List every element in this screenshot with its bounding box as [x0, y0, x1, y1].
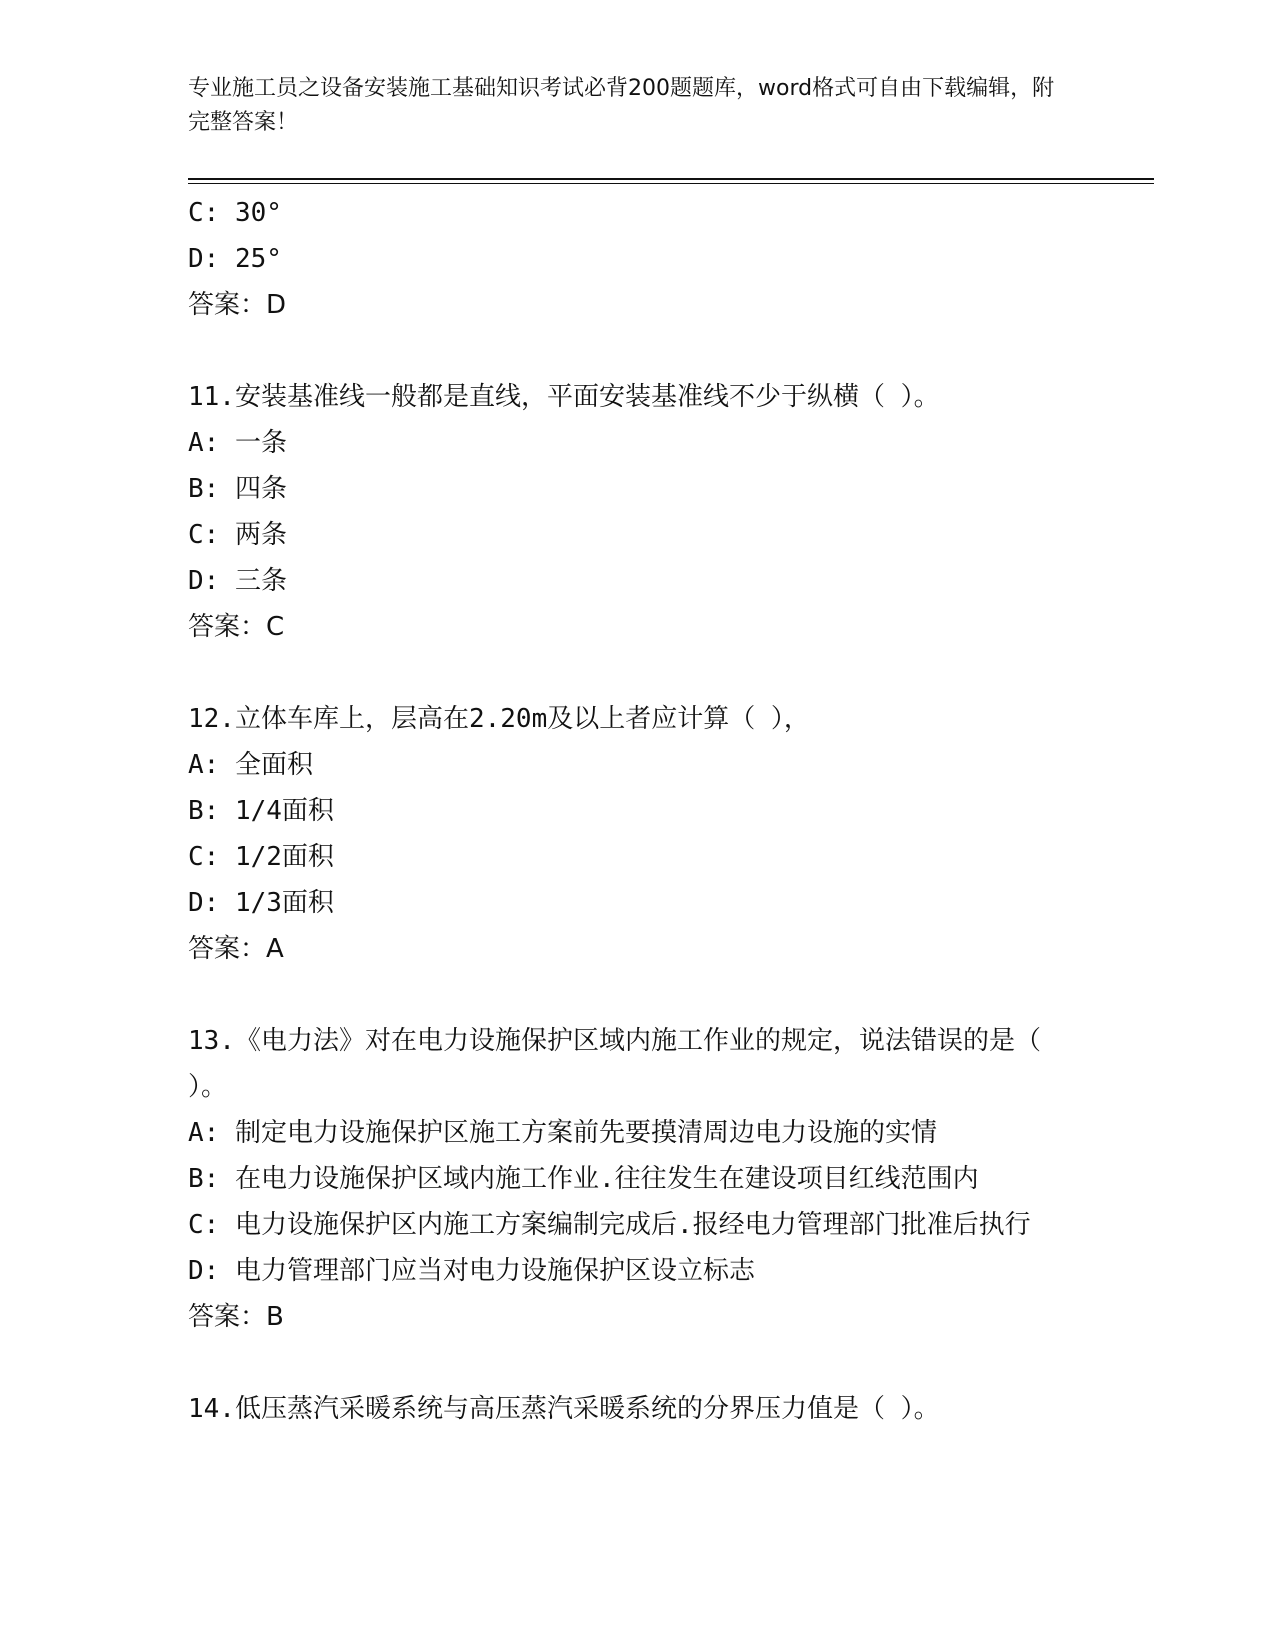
answer-line: 答案：A: [188, 934, 284, 964]
question-block: [188, 696, 1088, 972]
option-b: B: 四条: [188, 474, 287, 504]
option-c: C: 两条: [188, 520, 287, 550]
option-b: B: 1/4面积: [188, 796, 334, 826]
option-a: A: 全面积: [188, 750, 313, 780]
document-header: 专业施工员之设备安装施工基础知识考试必背200题题库，word格式可自由下载编辑，附完整答案！: [188, 76, 1055, 135]
header-divider-thick: [188, 178, 1154, 180]
option-b: B: 在电力设施保护区域内施工作业.往往发生在建设项目红线范围内: [188, 1164, 979, 1194]
question-block: [188, 1018, 1088, 1340]
spacer: [188, 972, 1088, 1018]
answer-line: 答案：C: [188, 612, 285, 642]
spacer: [188, 650, 1088, 696]
question-block: [188, 1386, 1088, 1432]
option-a: A: 一条: [188, 428, 287, 458]
spacer: [188, 1340, 1088, 1386]
answer-line: 答案：B: [188, 1302, 284, 1332]
option-a: A: 制定电力设施保护区施工方案前先要摸清周边电力设施的实情: [188, 1118, 937, 1148]
question-stem: 12.立体车库上，层高在2.20m及以上者应计算（ ），: [188, 704, 810, 734]
question-block: [188, 190, 1088, 328]
option-c: C: 30°: [188, 198, 282, 228]
option-d: D: 1/3面积: [188, 888, 334, 918]
question-block: [188, 374, 1088, 650]
question-stem: 11.安装基准线一般都是直线，平面安装基准线不少于纵横（ ）。: [188, 382, 940, 412]
option-c: C: 电力设施保护区内施工方案编制完成后.报经电力管理部门批准后执行: [188, 1210, 1031, 1240]
question-list: [188, 190, 1088, 1432]
option-d: D: 25°: [188, 244, 282, 274]
answer-line: 答案：D: [188, 290, 287, 320]
option-d: D: 电力管理部门应当对电力设施保护区设立标志: [188, 1256, 755, 1286]
option-d: D: 三条: [188, 566, 287, 596]
question-stem: 13.《电力法》对在电力设施保护区域内施工作业的规定，说法错误的是（ ）。: [188, 1026, 1041, 1102]
option-c: C: 1/2面积: [188, 842, 334, 872]
spacer: [188, 328, 1088, 374]
header-divider-thin: [188, 183, 1154, 184]
question-stem: 14.低压蒸汽采暖系统与高压蒸汽采暖系统的分界压力值是（ ）。: [188, 1394, 940, 1424]
